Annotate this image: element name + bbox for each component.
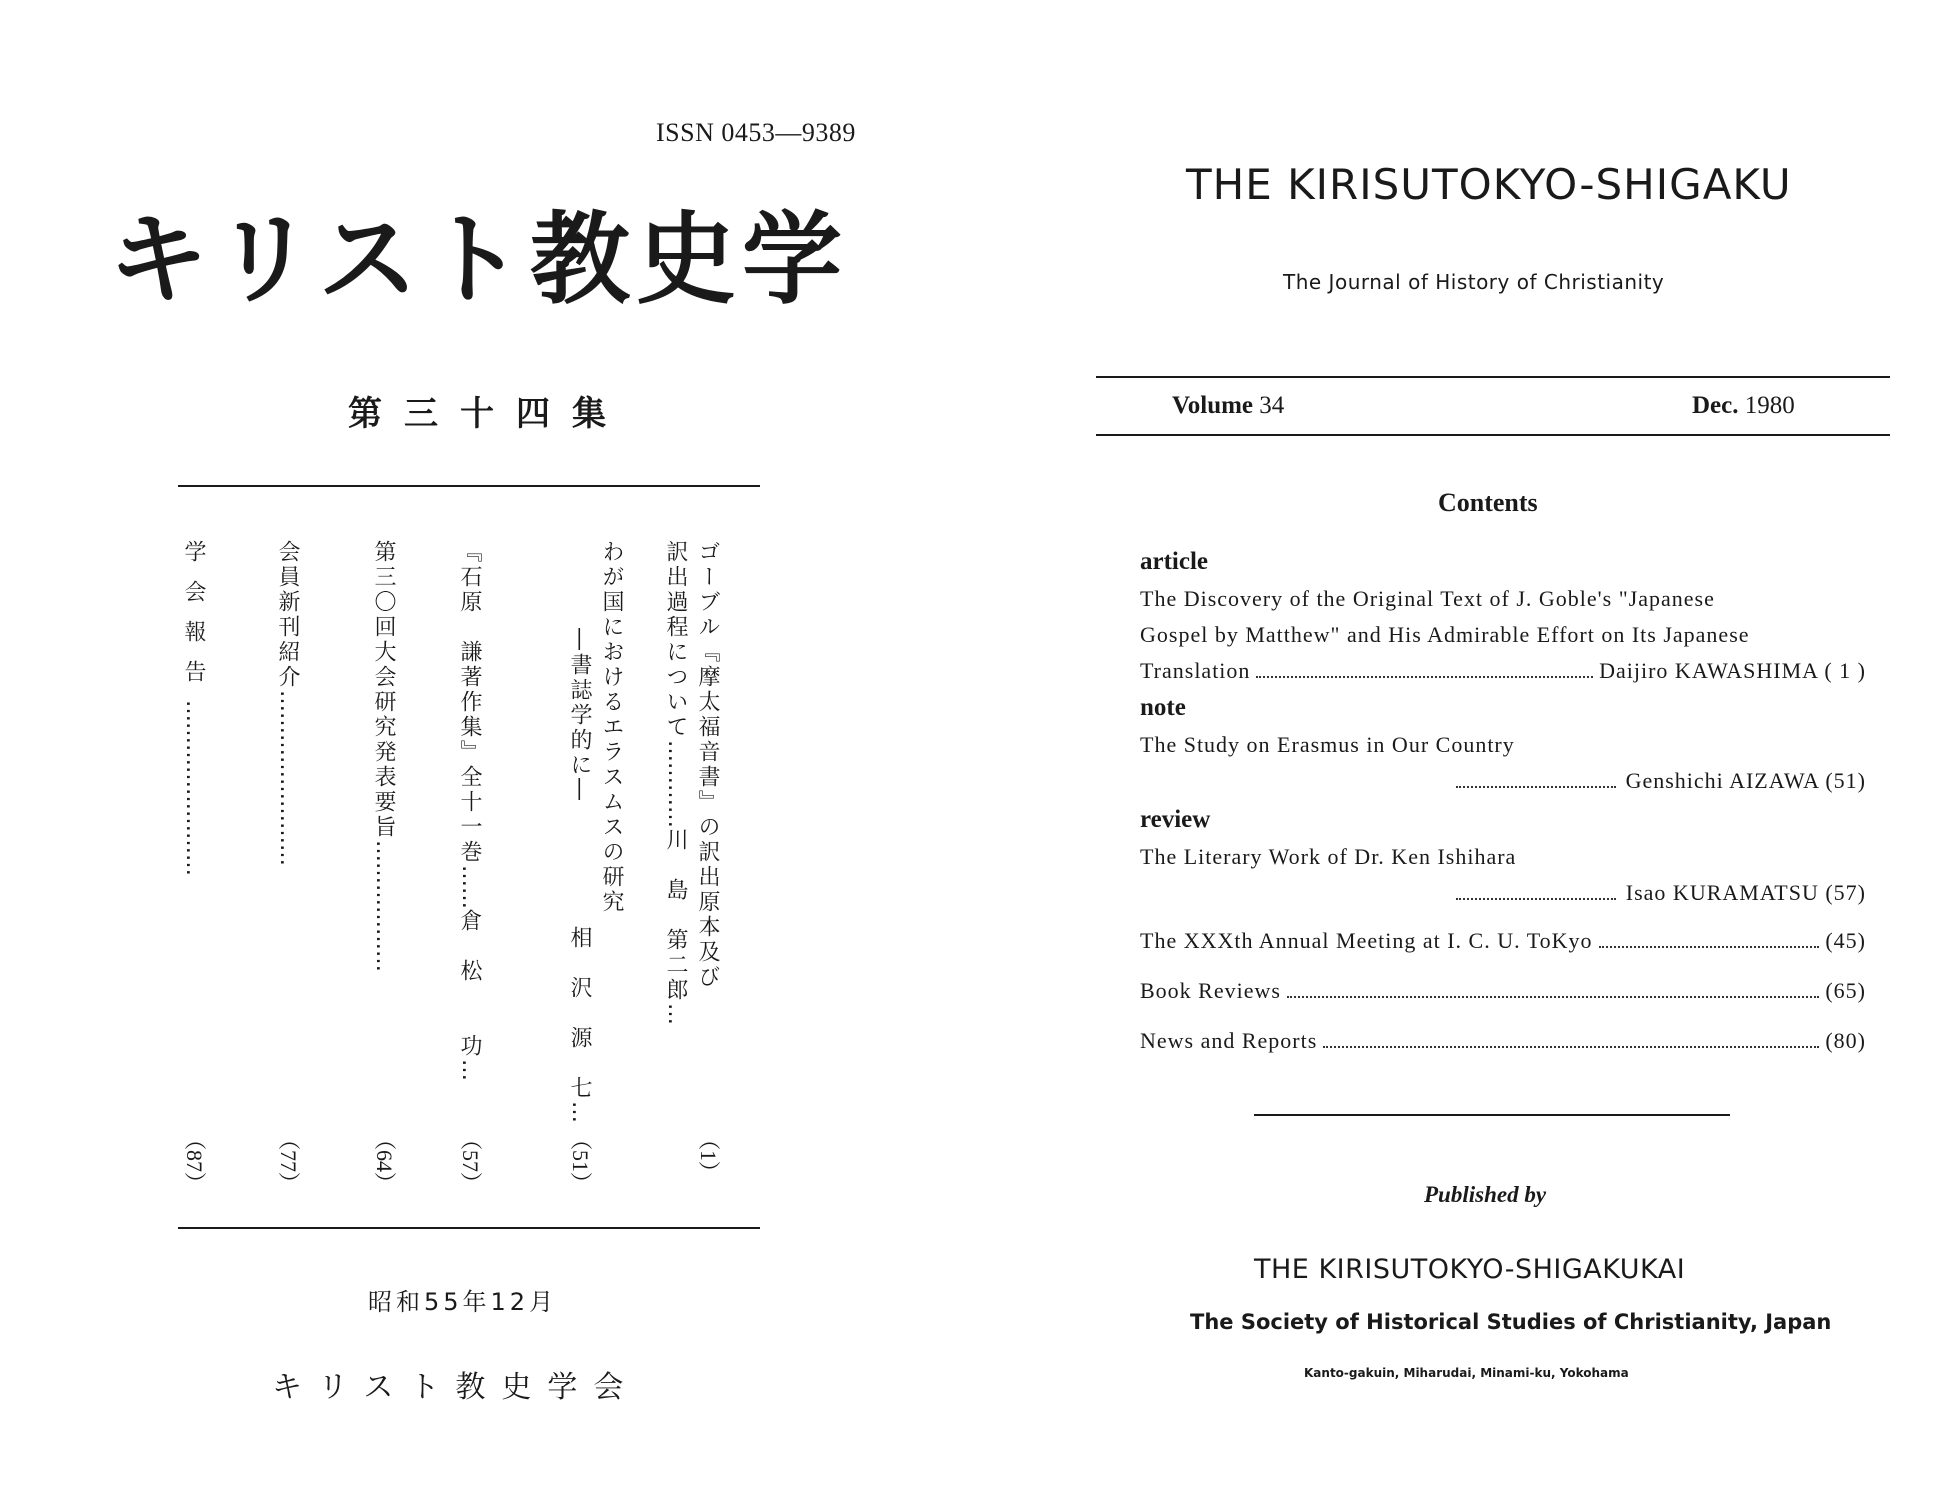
society-full-name: The Society of Historical Studies of Christianity, Japan [1190, 1310, 1832, 1334]
toc-page: （1） [696, 1128, 721, 1183]
volume-number-jp: 第三十四集 [348, 394, 628, 434]
toc-entry: 相 沢 源 七… [567, 926, 592, 1123]
contents-heading: Contents [1438, 488, 1538, 517]
toc-page: （77） [276, 1128, 301, 1194]
toc-author: 相 沢 源 七 [567, 926, 592, 1101]
toc-entry [564, 628, 594, 803]
toc-line [1140, 928, 1866, 954]
toc-entry: 訳出過程について…………川 島 第二郎… [663, 540, 688, 1025]
issn: ISSN 0453―9389 [656, 118, 856, 147]
toc-entry: 第三〇回大会研究発表要旨……………… [371, 540, 396, 972]
date-month: Dec. [1692, 392, 1739, 419]
toc-page: （64） [372, 1128, 397, 1194]
divider [178, 1227, 760, 1229]
toc-entry: 『石原 謙著作集』全十一巻……倉 松 功… [457, 540, 482, 1081]
toc-entry-page: (80) [1825, 1028, 1866, 1053]
toc-title: 『石原 謙著作集』全十一巻 [457, 540, 482, 865]
toc-title: 訳出過程について [663, 540, 688, 740]
toc-line: The Literary Work of Dr. Ken Ishihara [1140, 844, 1517, 869]
publication-date-jp: 昭和55年12月 [368, 1288, 558, 1316]
publisher-jp: キリスト教史学会 [272, 1370, 640, 1405]
toc-entry: 会員新刊紹介…………………… [275, 540, 300, 866]
journal-title-en: THE KIRISUTOKYO-SHIGAKU [1186, 160, 1792, 209]
section-label-note: note [1140, 694, 1186, 721]
volume-label: Volume [1172, 392, 1254, 419]
toc-entry: 学会報告…………………… [181, 540, 206, 876]
volume-info [1172, 392, 1284, 420]
toc-line [1140, 978, 1866, 1004]
society-address: Kanto-gakuin, Miharudai, Minami-ku, Yokohama [1304, 1366, 1629, 1380]
toc-entry [692, 540, 722, 990]
toc-line: Gospel by Matthew" and His Admirable Effort on Its Japanese [1140, 622, 1750, 647]
toc-line [1140, 658, 1866, 684]
divider [178, 485, 760, 487]
toc-line: The Discovery of the Original Text of J. Goble's "Japanese [1140, 586, 1715, 611]
divider [1096, 376, 1890, 378]
toc-title: 学会報告 [181, 540, 206, 700]
society-name: THE KIRISUTOKYO-SHIGAKUKAI [1254, 1254, 1686, 1285]
toc-entry-label: News and Reports [1140, 1028, 1318, 1053]
toc-entry-author: Isao KURAMATSU (57) [1625, 880, 1866, 905]
toc-title: 会員新刊紹介 [275, 540, 300, 690]
toc-line [1140, 768, 1866, 794]
toc-line [1140, 1028, 1866, 1054]
toc-entry-page: (45) [1825, 928, 1866, 953]
toc-title: 第三〇回大会研究発表要旨 [371, 540, 396, 840]
toc-title: ―書誌学的に― [567, 628, 592, 803]
toc-author: 倉 松 功 [457, 909, 482, 1059]
journal-title-jp: キリスト教史学 [108, 201, 848, 318]
toc-title: ゴーブル『摩太福音書』の訳出原本及び [695, 540, 720, 990]
date-year: 1980 [1744, 392, 1795, 419]
toc-line [1140, 880, 1866, 906]
toc-page: （57） [458, 1128, 483, 1194]
toc-author: 川 島 第二郎 [663, 828, 688, 1003]
journal-subtitle: The Journal of History of Christianity [1283, 270, 1665, 294]
toc-entry-author: Daijiro KAWASHIMA ( 1 ) [1599, 658, 1866, 683]
toc-entry-label: Book Reviews [1140, 978, 1281, 1003]
section-label-article: article [1140, 548, 1209, 575]
toc-entry-author: Genshichi AIZAWA (51) [1625, 768, 1866, 793]
section-label-review: review [1140, 806, 1211, 833]
toc-page: （51） [568, 1128, 593, 1194]
published-by: Published by [1424, 1182, 1547, 1207]
toc-line: The Study on Erasmus in Our Country [1140, 732, 1515, 757]
toc-entry-page: (65) [1825, 978, 1866, 1003]
issue-date [1692, 392, 1795, 420]
toc-title: わが国におけるエラスムスの研究 [599, 540, 624, 915]
toc-entry [596, 540, 626, 915]
volume-number: 34 [1259, 392, 1285, 419]
divider [1254, 1114, 1730, 1116]
divider [1096, 434, 1890, 436]
toc-page: （87） [182, 1128, 207, 1194]
toc-entry-label: Translation [1140, 658, 1251, 683]
toc-entry-label: The XXXth Annual Meeting at I. C. U. ToKyo [1140, 928, 1593, 953]
